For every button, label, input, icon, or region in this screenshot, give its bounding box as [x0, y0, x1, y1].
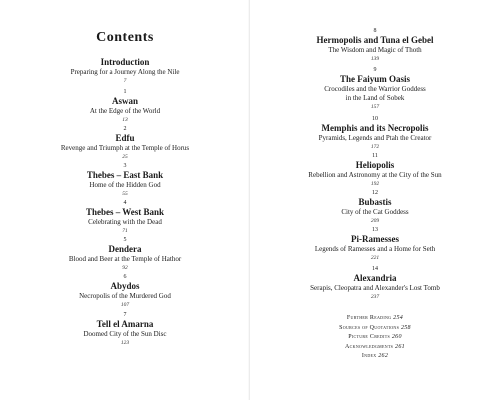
toc-entry-chapter-6[interactable]: [0, 274, 250, 308]
toc-entry-subtitle: Legends of Ramesses and a Home for Seth: [314, 245, 436, 253]
back-matter-item-further-reading[interactable]: [250, 314, 500, 324]
toc-entry-title: Heliopolis: [355, 160, 395, 170]
toc-entry-title: Hermopolis and Tuna el Gebel: [316, 35, 434, 45]
back-matter-page: 258: [400, 324, 411, 331]
toc-entry-subtitle: The Wisdom and Magic of Thoth: [328, 46, 422, 54]
toc-entry-page: 7: [123, 77, 127, 84]
back-matter-list: [250, 314, 500, 362]
toc-entry-subtitle: Crocodiles and the Warrior Goddess: [324, 85, 426, 93]
toc-entry-title: Aswan: [111, 96, 138, 106]
toc-entry-page: 221: [370, 254, 380, 261]
toc-entry-chapter-3[interactable]: [0, 163, 250, 197]
toc-entry-number: 10: [372, 116, 378, 122]
toc-entry-chapter-2[interactable]: [0, 126, 250, 160]
toc-entry-chapter-7[interactable]: [0, 312, 250, 346]
toc-entry-title: Introduction: [100, 57, 150, 67]
toc-entry-title: Dendera: [108, 244, 142, 254]
toc-entry-page: 237: [370, 293, 380, 300]
toc-entry-number: 11: [372, 153, 378, 159]
right-page: [250, 0, 500, 400]
toc-entry-title: Thebes – West Bank: [85, 207, 165, 217]
toc-entry-title: Bubastis: [358, 197, 392, 207]
toc-entry-page: 55: [122, 190, 128, 197]
toc-entry-number: 14: [372, 266, 378, 272]
toc-entry-number: 1: [123, 89, 127, 95]
contents-heading: Contents: [96, 30, 154, 45]
toc-entry-subtitle: Blood and Beer at the Temple of Hathor: [68, 255, 182, 263]
toc-entry-title: Abydos: [110, 281, 140, 291]
toc-entry-subtitle: At the Edge of the World: [89, 107, 161, 115]
toc-entry-subtitle: City of the Cat Goddess: [341, 208, 409, 216]
toc-entry-title: Edfu: [115, 133, 135, 143]
toc-entry-number: 4: [123, 200, 127, 206]
toc-entry-chapter-1[interactable]: [0, 89, 250, 123]
toc-entry-page: 123: [120, 339, 130, 346]
toc-entry-chapter-10[interactable]: [250, 116, 500, 150]
back-matter-item-index[interactable]: [250, 352, 500, 362]
toc-entry-page: 157: [370, 103, 380, 110]
toc-entry-number: 6: [123, 274, 127, 280]
toc-entry-chapter-4[interactable]: [0, 200, 250, 234]
toc-entry-page: 107: [120, 301, 130, 308]
toc-entry-number: 13: [372, 227, 378, 233]
toc-entry-chapter-5[interactable]: [0, 237, 250, 271]
toc-entry-page: 92: [122, 264, 128, 271]
back-matter-label: Acknowledgments: [345, 343, 394, 350]
toc-entry-chapter-8[interactable]: [250, 28, 500, 62]
toc-entry-subtitle: Necropolis of the Murdered God: [79, 292, 171, 300]
toc-entry-subtitle: Preparing for a Journey Along the Nile: [70, 68, 180, 76]
toc-entry-page: 209: [370, 217, 380, 224]
back-matter-label: Sources of Quotations: [339, 324, 400, 331]
toc-entry-number: 5: [123, 237, 127, 243]
back-matter-label: Index: [361, 353, 377, 360]
toc-entry-subtitle: Celebrating with the Dead: [88, 218, 162, 226]
toc-entry-title: Tell el Amarna: [96, 319, 154, 329]
toc-entry-page: 192: [370, 180, 380, 187]
toc-entry-number: 8: [373, 28, 377, 34]
toc-entry-number: 3: [123, 163, 127, 169]
toc-entry-chapter-14[interactable]: [250, 266, 500, 300]
toc-entry-page: 13: [122, 116, 128, 123]
toc-entry-number: 7: [123, 312, 127, 318]
toc-entry-chapter-11[interactable]: [250, 153, 500, 187]
toc-entry-subtitle: Doomed City of the Sun Disc: [83, 330, 167, 338]
toc-entry-title: Thebes – East Bank: [86, 170, 164, 180]
toc-entry-page: 71: [122, 227, 128, 234]
back-matter-label: Further Reading: [346, 315, 392, 321]
toc-entry-introduction[interactable]: [0, 58, 250, 84]
back-matter-item-sources[interactable]: [250, 324, 500, 334]
toc-entry-subtitle: Serapis, Cleopatra and Alexander's Lost Tomb: [310, 284, 440, 292]
toc-entry-page: 25: [122, 153, 128, 160]
back-matter-page: 254: [393, 315, 404, 321]
back-matter-page: 261: [395, 343, 405, 350]
toc-entry-title: Alexandria: [353, 273, 397, 283]
toc-entry-page: 139: [370, 55, 380, 62]
back-matter-page: 260: [391, 334, 402, 341]
toc-entry-subtitle-line-2: in the Land of Sobek: [345, 93, 405, 102]
toc-entry-title: Pi-Ramesses: [351, 234, 399, 244]
toc-entry-subtitle: Home of the Hidden God: [89, 181, 161, 189]
toc-entry-title: Memphis and its Necropolis: [321, 123, 429, 133]
toc-entry-number: 2: [123, 126, 127, 132]
toc-entry-number: 12: [372, 190, 378, 196]
toc-entry-number: 9: [373, 67, 377, 73]
toc-entry-page: 172: [370, 143, 380, 150]
toc-entry-subtitle: Revenge and Triumph at the Temple of Horus: [60, 144, 190, 152]
toc-entry-subtitle: Rebellion and Astronomy at the City of the Sun: [308, 171, 442, 179]
toc-entry-subtitle: Pyramids, Legends and Ptah the Creator: [318, 134, 432, 142]
toc-entry-chapter-12[interactable]: [250, 190, 500, 224]
toc-entry-chapter-13[interactable]: [250, 227, 500, 261]
back-matter-label: Picture Credits: [348, 334, 391, 341]
back-matter-page: 262: [378, 353, 389, 360]
toc-entry-chapter-9[interactable]: [250, 67, 500, 110]
toc-entry-title: The Faiyum Oasis: [339, 74, 410, 84]
back-matter-item-acknowledgments[interactable]: [250, 343, 500, 353]
back-matter-item-picture-credits[interactable]: [250, 333, 500, 343]
